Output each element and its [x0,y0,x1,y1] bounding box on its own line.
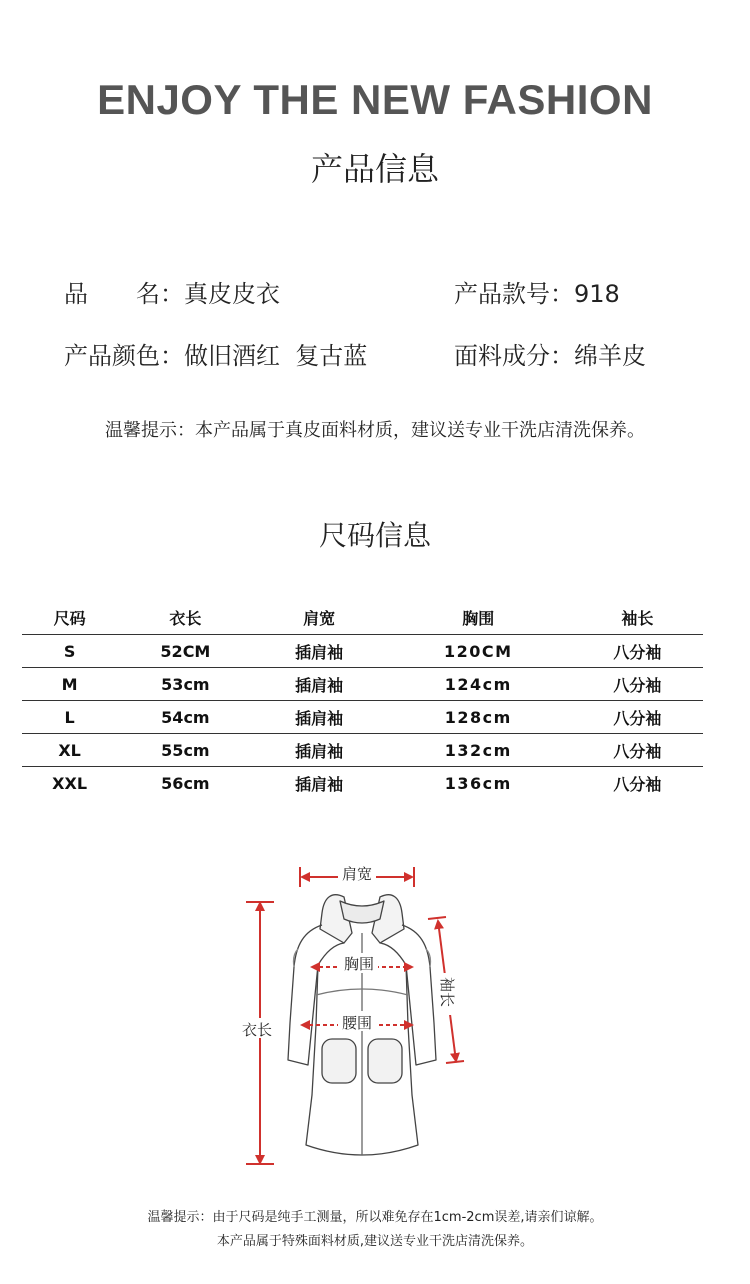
sleeve-tick-top [428,917,446,919]
product-name-label: 品 名： [64,280,184,308]
table-row [22,668,703,701]
table-cell: 八分袖 [613,708,662,728]
table-cell: XXL [52,773,88,793]
table-cell: 56cm [161,773,210,793]
length-label: 衣长 [241,1021,273,1039]
table-cell: 插肩袖 [295,675,344,695]
footer-notice-care: 本产品属于特殊面料材质,建议送专业干洗店清洗保养。 [216,1234,534,1249]
table-row [22,701,703,734]
sleeve-label: 袖长 [438,977,456,1008]
product-model [454,274,620,309]
table-cell: 插肩袖 [295,741,344,761]
chest-label: 胸围 [343,955,375,973]
table-cell: 53cm [161,674,210,694]
column-header-chest: 胸围 [462,608,495,628]
size-table [22,600,703,799]
table-cell: 120CM [443,641,513,661]
footer-notice-measurement: 温馨提示：由于尺码是纯手工测量，所以难免存在1cm-2cm误差,请亲们谅解。 [147,1210,603,1225]
product-color-label: 产品颜色： [64,342,184,370]
table-cell: 插肩袖 [295,642,344,662]
product-model-label: 产品款号： [454,280,574,308]
section-title-size-info: 尺码信息 [318,519,431,552]
column-header-size: 尺码 [53,608,86,628]
care-notice: 温馨提示：本产品属于真皮面料材质，建议送专业干洗店清洗保养。 [105,420,645,441]
product-color [64,336,367,371]
product-color-value: 做旧酒红 复古蓝 [184,342,368,370]
table-cell: 54cm [161,707,210,727]
table-cell: 八分袖 [613,741,662,761]
shoulder-label: 肩宽 [341,865,373,883]
sleeve-tick-bottom [446,1061,464,1063]
coat-measurement-diagram [232,855,492,1175]
table-cell: 八分袖 [613,642,662,662]
size-table-header [22,600,703,635]
table-cell: 136cm [444,773,512,793]
table-cell: M [61,674,78,694]
table-cell: L [64,707,75,727]
headline: ENJOY THE NEW FASHION [97,76,653,123]
table-cell: 插肩袖 [295,708,344,728]
table-cell: 八分袖 [613,675,662,695]
table-row [22,635,703,668]
table-row [22,767,703,800]
product-model-value: 918 [574,280,620,308]
table-cell: 52CM [160,641,211,661]
table-row [22,734,703,767]
table-cell: S [63,641,76,661]
product-fabric-label: 面料成分： [454,342,574,370]
waist-label: 腰围 [341,1014,373,1032]
table-cell: 插肩袖 [295,774,344,794]
column-header-sleeve: 袖长 [621,608,654,628]
section-title-product-info: 产品信息 [310,150,439,188]
table-cell: 124cm [444,674,512,694]
product-fabric-value: 绵羊皮 [574,342,646,370]
table-cell: 八分袖 [613,774,662,794]
table-cell: 128cm [444,707,512,727]
table-cell: 132cm [444,740,512,760]
table-cell: XL [58,740,81,760]
table-cell: 55cm [161,740,210,760]
column-header-shoulder: 肩宽 [303,608,336,628]
product-name [64,274,280,309]
product-name-value: 真皮皮衣 [184,280,280,308]
column-header-length: 衣长 [169,608,202,628]
product-fabric [454,336,646,371]
